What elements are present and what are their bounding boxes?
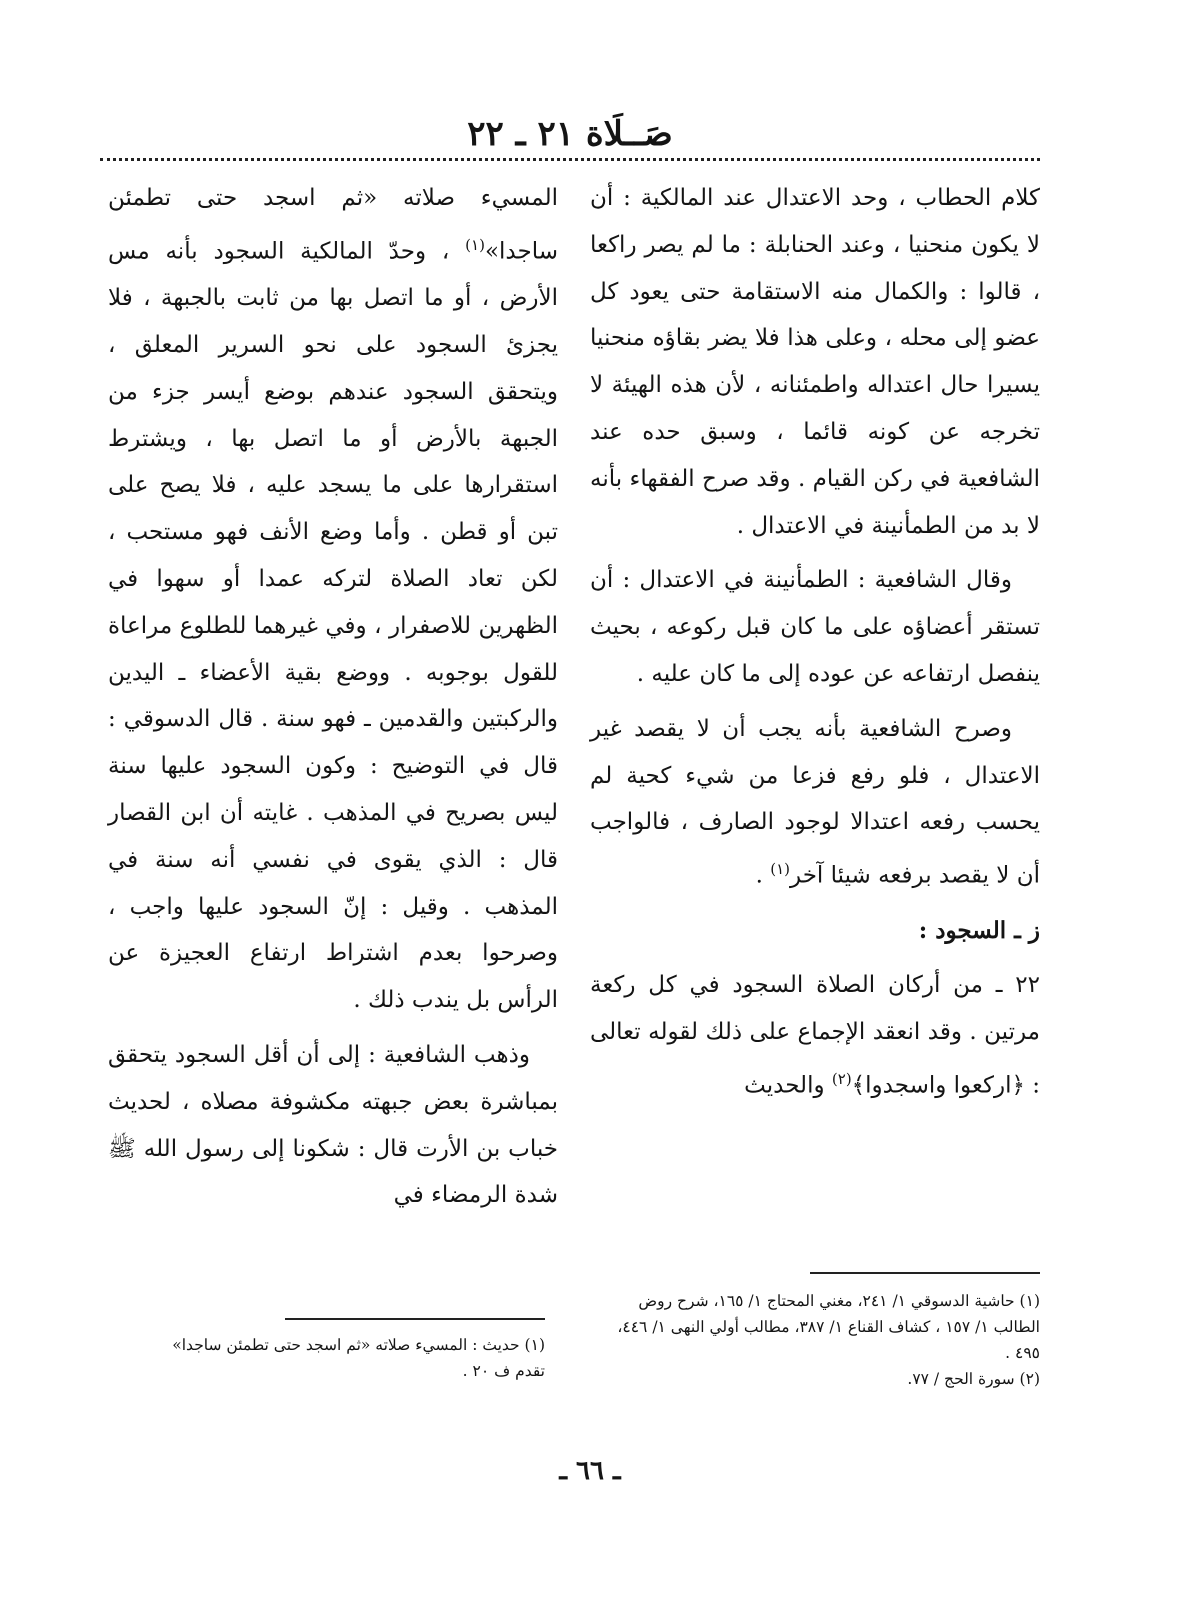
footnote: (١) حديث : المسيء صلاته «ثم اسجد حتى تطمئن ساجدا»	[172, 1336, 545, 1354]
paragraph-tail: .	[755, 862, 771, 889]
paragraph	[590, 962, 1040, 1109]
footnote-ref: (١)	[465, 235, 485, 254]
page-header-title: صَــلَاة ٢١ ـ ٢٢	[467, 114, 673, 154]
footnote: (١) حاشية الدسوقي ١/ ٢٤١، مغني المحتاج ١/ ١٦٥، شرح روض الطالب ١/ ١٥٧ ، كشاف القناع ١/ ٣٨٧، مطالب أولي النهى ١/ ٤٤٦، ٤٩٥ .	[617, 1292, 1040, 1362]
paragraph: كلام الحطاب ، وحد الاعتدال عند المالكية : أن لا يكون منحنيا ، وعند الحنابلة : ما لم يصر راكعا ، قالوا : والكمال منه الاستقامة حتى يعود كل عضو إلى محله ، وعلى هذا فلا يضر بقاؤه منحنيا يسيرا حال اعتداله واطمئنانه ، لأن هذه الهيئة لا تخرجه عن كونه قائما ، وسبق حده عند الشافعية في ركن القيام . وقد صرح الفقهاء بأنه لا بد من الطمأنينة في الاعتدال .	[590, 185, 1040, 539]
footnote-rule	[285, 1318, 545, 1320]
paragraph-tail: والحديث	[744, 1072, 832, 1099]
paragraph	[590, 706, 1040, 900]
paragraph-tail: ، وحدّ المالكية السجود بأنه مس الأرض ، أو ما اتصل بها من ثابت بالجبهة ، فلا يجزئ السجود على نحو السرير المعلق ، ويتحقق السجود عندهم بوضع أيسر جزء من الجبهة بالأرض أو ما اتصل بها ، ويشترط استقرارها على ما يسجد عليه ، فلا يصح على تبن أو قطن . وأما وضع الأنف فهو مستحب ، لكن تعاد الصلاة لتركه عمدا أو سهوا في الظهرين للاصفرار ، وفي غيرهما للطلوع مراعاة للقول بوجوبه . ووضع بقية الأعضاء ـ اليدين والركبتين والقدمين ـ فهو سنة . قال الدسوقي : قال في التوضيح : وكون السجود عليها سنة ليس بصريح في المذهب . غايته أن ابن القصار قال : الذي يقوى في نفسي أنه سنة في المذهب . وقيل : إنّ السجود عليها واجب ، وصرحوا بعدم اشتراط ارتفاع العجيزة عن الرأس بل يندب ذلك .	[108, 238, 558, 1014]
footnote: تقدم ف ٢٠ .	[462, 1362, 545, 1380]
footnote: (٢) سورة الحج / ٧٧.	[907, 1370, 1040, 1388]
header-dotted-divider	[100, 158, 1040, 161]
paragraph-text: ٢٢ ـ من أركان الصلاة السجود في كل ركعة مرتين . وقد انعقد الإجماع على ذلك لقوله تعالى : ﴿اركعوا واسجدوا﴾	[590, 972, 1040, 1099]
paragraph: وقال الشافعية : الطمأنينة في الاعتدال : أن تستقر أعضاؤه على ما كان قبل ركوعه ، بحيث ينفصل ارتفاعه عن عوده إلى ما كان عليه .	[590, 567, 1040, 687]
footnotes-right	[590, 1288, 1040, 1392]
right-column	[590, 175, 1040, 1117]
footnotes-left	[108, 1332, 545, 1384]
paragraph-text: المسيء صلاته «ثم اسجد حتى تطمئن ساجدا»	[108, 185, 558, 265]
footnote-ref: (١)	[770, 860, 791, 879]
paragraph	[108, 175, 558, 1024]
page-number: ـ ٦٦ ـ	[559, 1456, 621, 1486]
section-heading: ز ـ السجود :	[918, 916, 1040, 944]
left-column	[108, 175, 558, 1227]
paragraph-text: وصرح الشافعية بأنه يجب أن لا يقصد غير الاعتدال ، فلو رفع فزعا من شيء كحية لم يحسب رفعه اعتدالا لوجود الصارف ، فالواجب أن لا يقصد برفعه شيئا آخر	[590, 715, 1040, 889]
paragraph: وذهب الشافعية : إلى أن أقل السجود يتحقق بمباشرة بعض جبهته مكشوفة مصلاه ، لحديث خباب بن الأرت قال : شكونا إلى رسول الله ﷺ شدة الرمضاء في	[108, 1042, 558, 1209]
footnote-rule	[810, 1272, 1040, 1274]
footnote-ref: (٢)	[831, 1070, 852, 1088]
